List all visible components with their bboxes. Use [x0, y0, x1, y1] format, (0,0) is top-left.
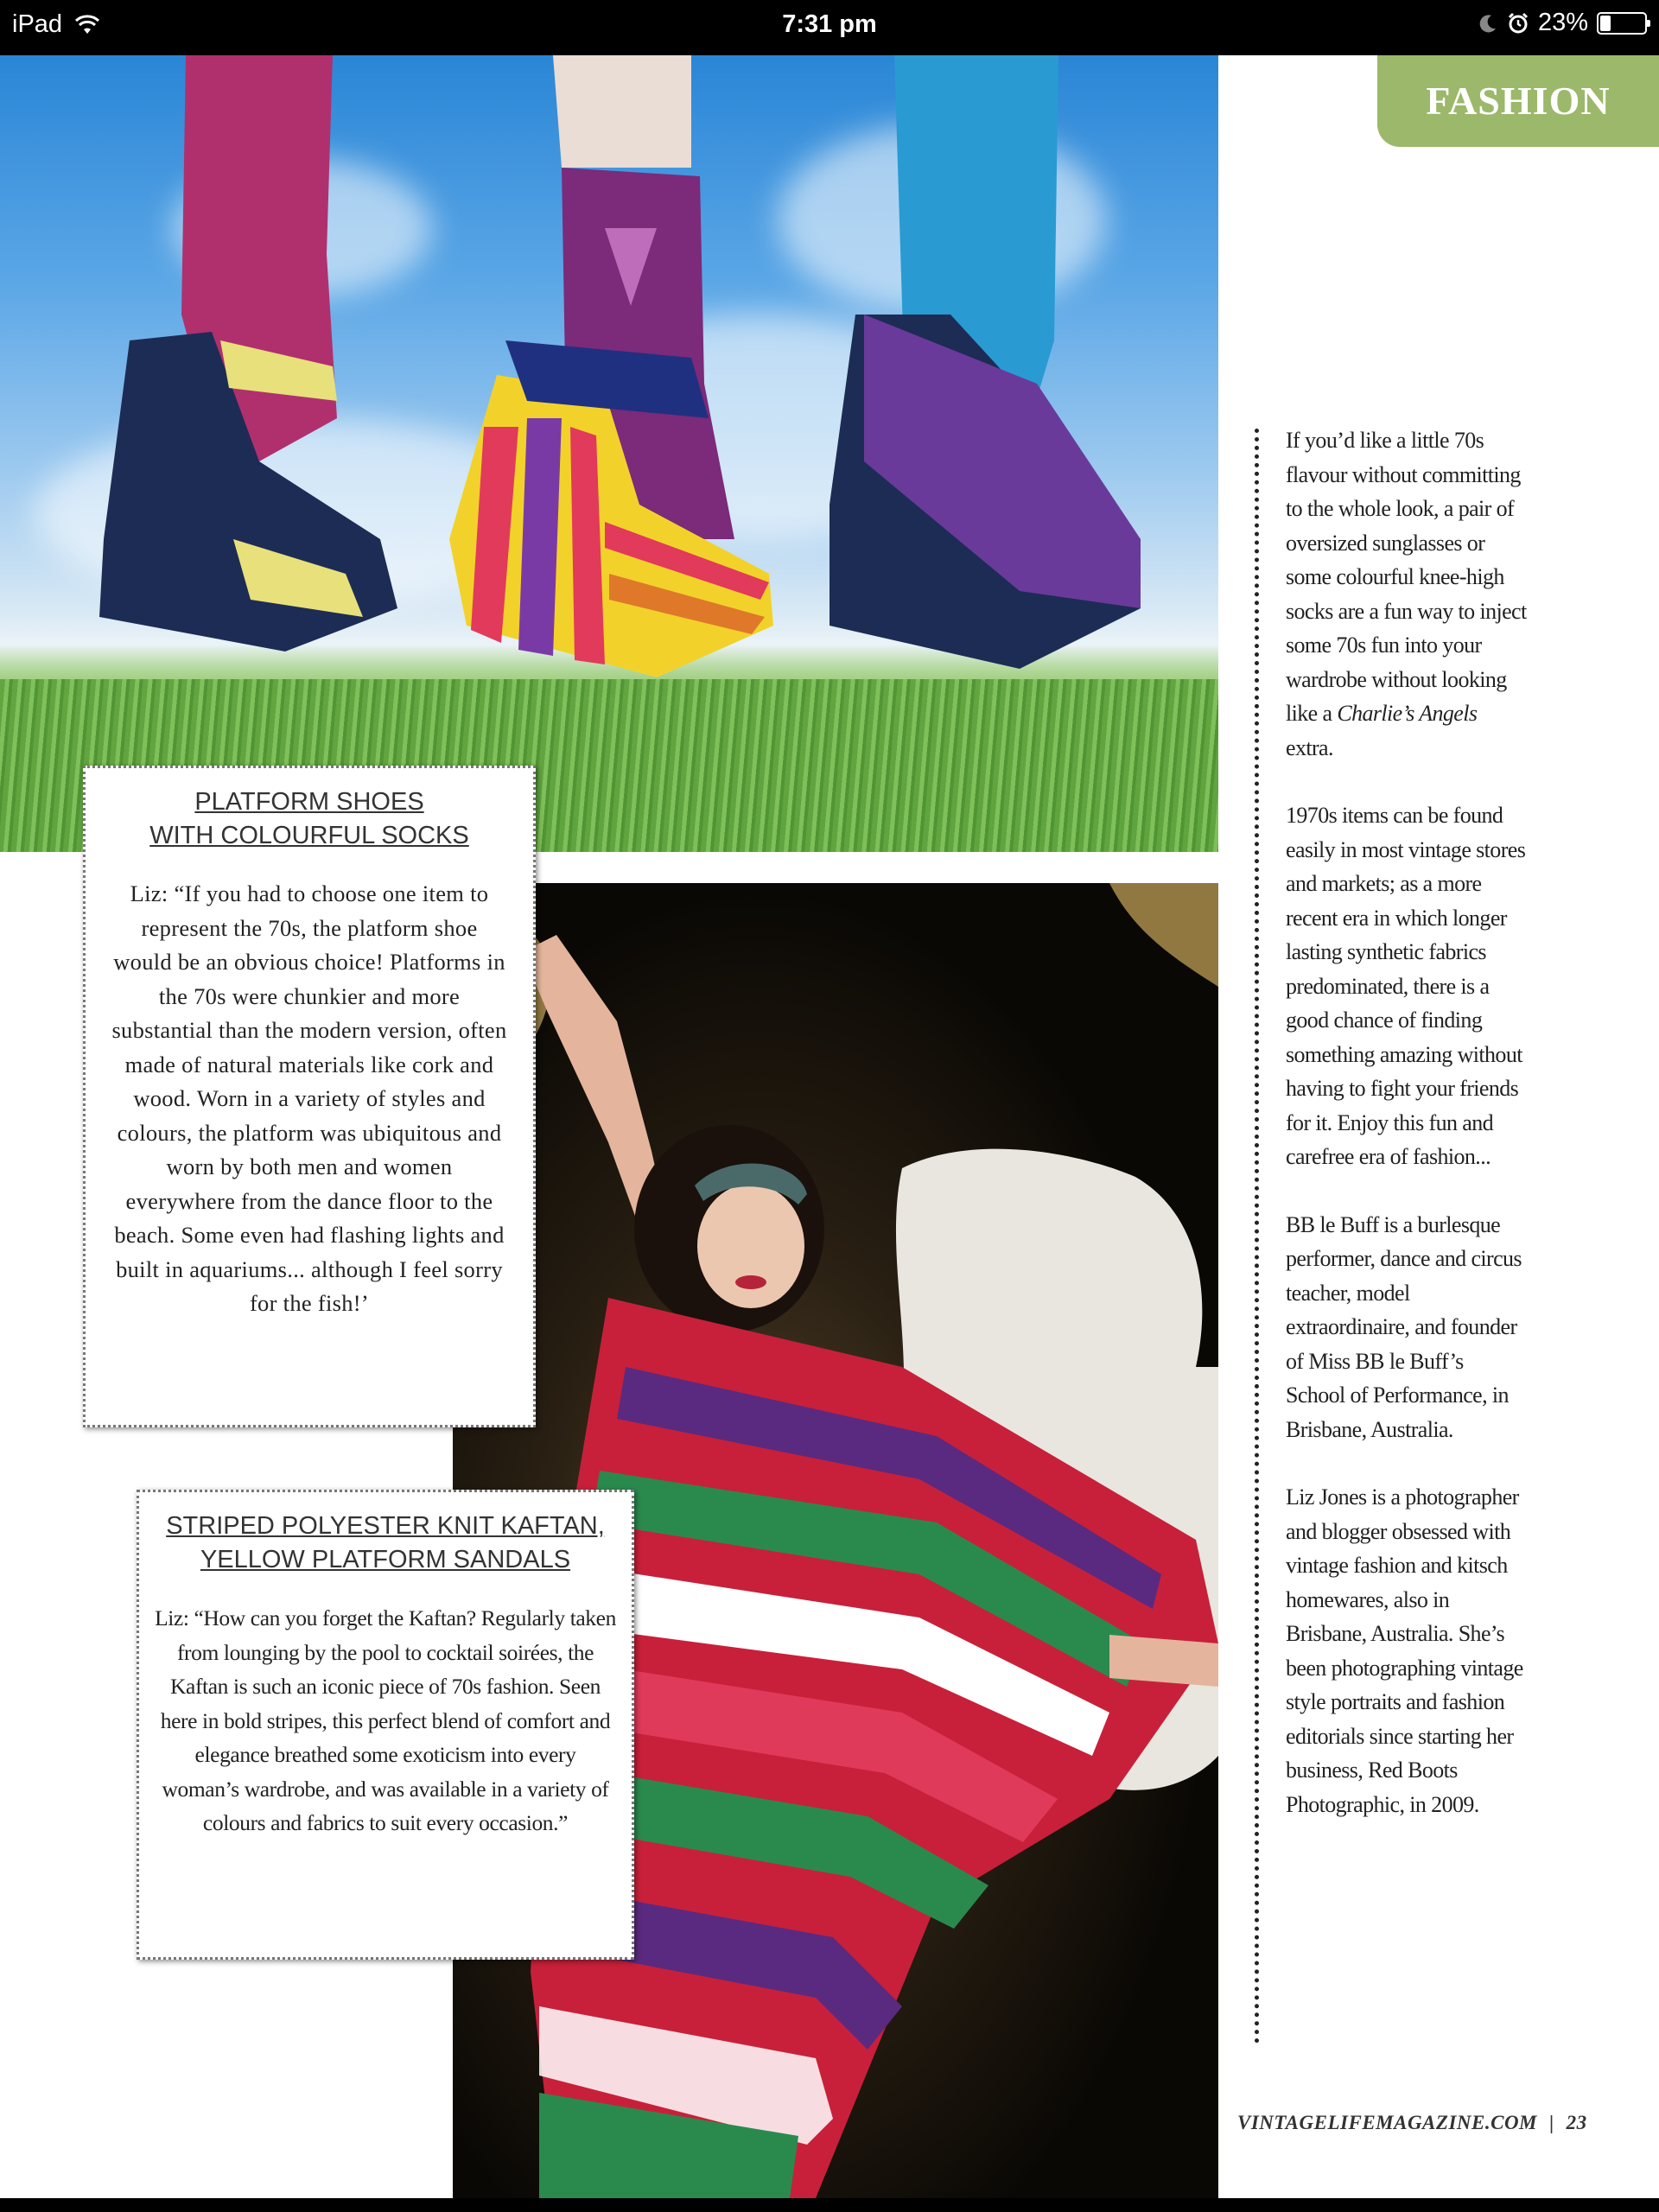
page-number: 23 [1566, 2112, 1587, 2133]
article-paragraph-4: Liz Jones is a photographer and blogger obsessed with vintage fashion and kitsch homewares, also in Brisbane, Australia. She’s been photographing vintage style portraits and fashion editorials since starting her business, Red Boots Photographic, in 2009. [1286, 1484, 1523, 1817]
caption-box-platform-shoes [83, 766, 536, 1427]
article-paragraph-2: 1970s items can be found easily in most vintage stores and markets; as a more recent era in which longer lasting synthetic fabrics predominated, there is a good chance of finding something amazing without having to fight your friends for it. Enjoy this fun and carefree era of fashion... [1286, 803, 1526, 1169]
section-tab-fashion[interactable]: FASHION [1377, 55, 1659, 147]
magazine-page[interactable] [0, 55, 1659, 2198]
footer-separator: | [1549, 2112, 1554, 2133]
page-footer [1237, 2112, 1587, 2134]
caption-heading-line-2: WITH COLOURFUL SOCKS [149, 822, 469, 849]
column-dotted-rule [1255, 429, 1259, 2044]
caption-heading-platform-shoes [110, 785, 509, 853]
battery-fill [1600, 16, 1611, 31]
caption-heading-line-1: STRIPED POLYESTER KNIT KAFTAN, [166, 1512, 605, 1540]
moon-icon [1478, 13, 1498, 34]
caption-box-kaftan [137, 1490, 634, 1960]
device-name: iPad [12, 10, 63, 38]
battery-percent: 23% [1537, 9, 1588, 36]
caption-heading-line-2: YELLOW PLATFORM SANDALS [200, 1546, 571, 1573]
footer-site: VINTAGELIFEMAGAZINE.COM [1237, 2112, 1537, 2133]
shoes-illustration [0, 55, 1218, 852]
italic-title: Charlie’s Angels [1337, 701, 1478, 726]
alarm-icon [1507, 12, 1529, 35]
caption-body-kaftan: Liz: “How can you forget the Kaftan? Regularly taken from lounging by the pool to cocktail soirées, the Kaftan is such an iconic piece of 70s fashion. Seen here in bold stripes, this perfect blend of comfort and elegance breathed some exoticism into every woman’s wardrobe, and was available in a variety of colours and fabrics to suit every occasion.” [155, 1605, 616, 1835]
battery-icon [1597, 12, 1647, 35]
caption-heading-kaftan [155, 1510, 616, 1577]
caption-heading-line-1: PLATFORM SHOES [194, 788, 424, 816]
caption-body-platform-shoes: Liz: “If you had to choose one item to represent the 70s, the platform shoe would be an obvious choice! Platforms in the 70s were chunkier and more substantial than the modern version, often made of natural materials like cork and wood. Worn in a variety of styles and colours, the platform was ubiquitous and worn by both men and women everywhere from the dance floor to the beach. Some even had flashing lights and built in aquariums... although I feel sorry for the fish!’ [111, 880, 507, 1316]
article-column [1286, 423, 1528, 1855]
status-right [1478, 9, 1647, 37]
status-time: 7:31 pm [782, 10, 877, 38]
platform-shoes-photo [0, 55, 1218, 852]
status-bar [0, 0, 1659, 55]
article-paragraph-3: BB le Buff is a burlesque performer, dance and circus teacher, model extraordinaire, and founder of Miss BB le Buff’s School of Performance, in Brisbane, Australia. [1286, 1211, 1522, 1442]
article-paragraph-1: If you’d like a little 70s flavour without committing to the whole look, a pair of oversized sunglasses or some colourful knee-high socks are a fun way to inject some 70s fun into your wardrobe without looking like a Charlie’s Angels extra. [1286, 428, 1527, 760]
